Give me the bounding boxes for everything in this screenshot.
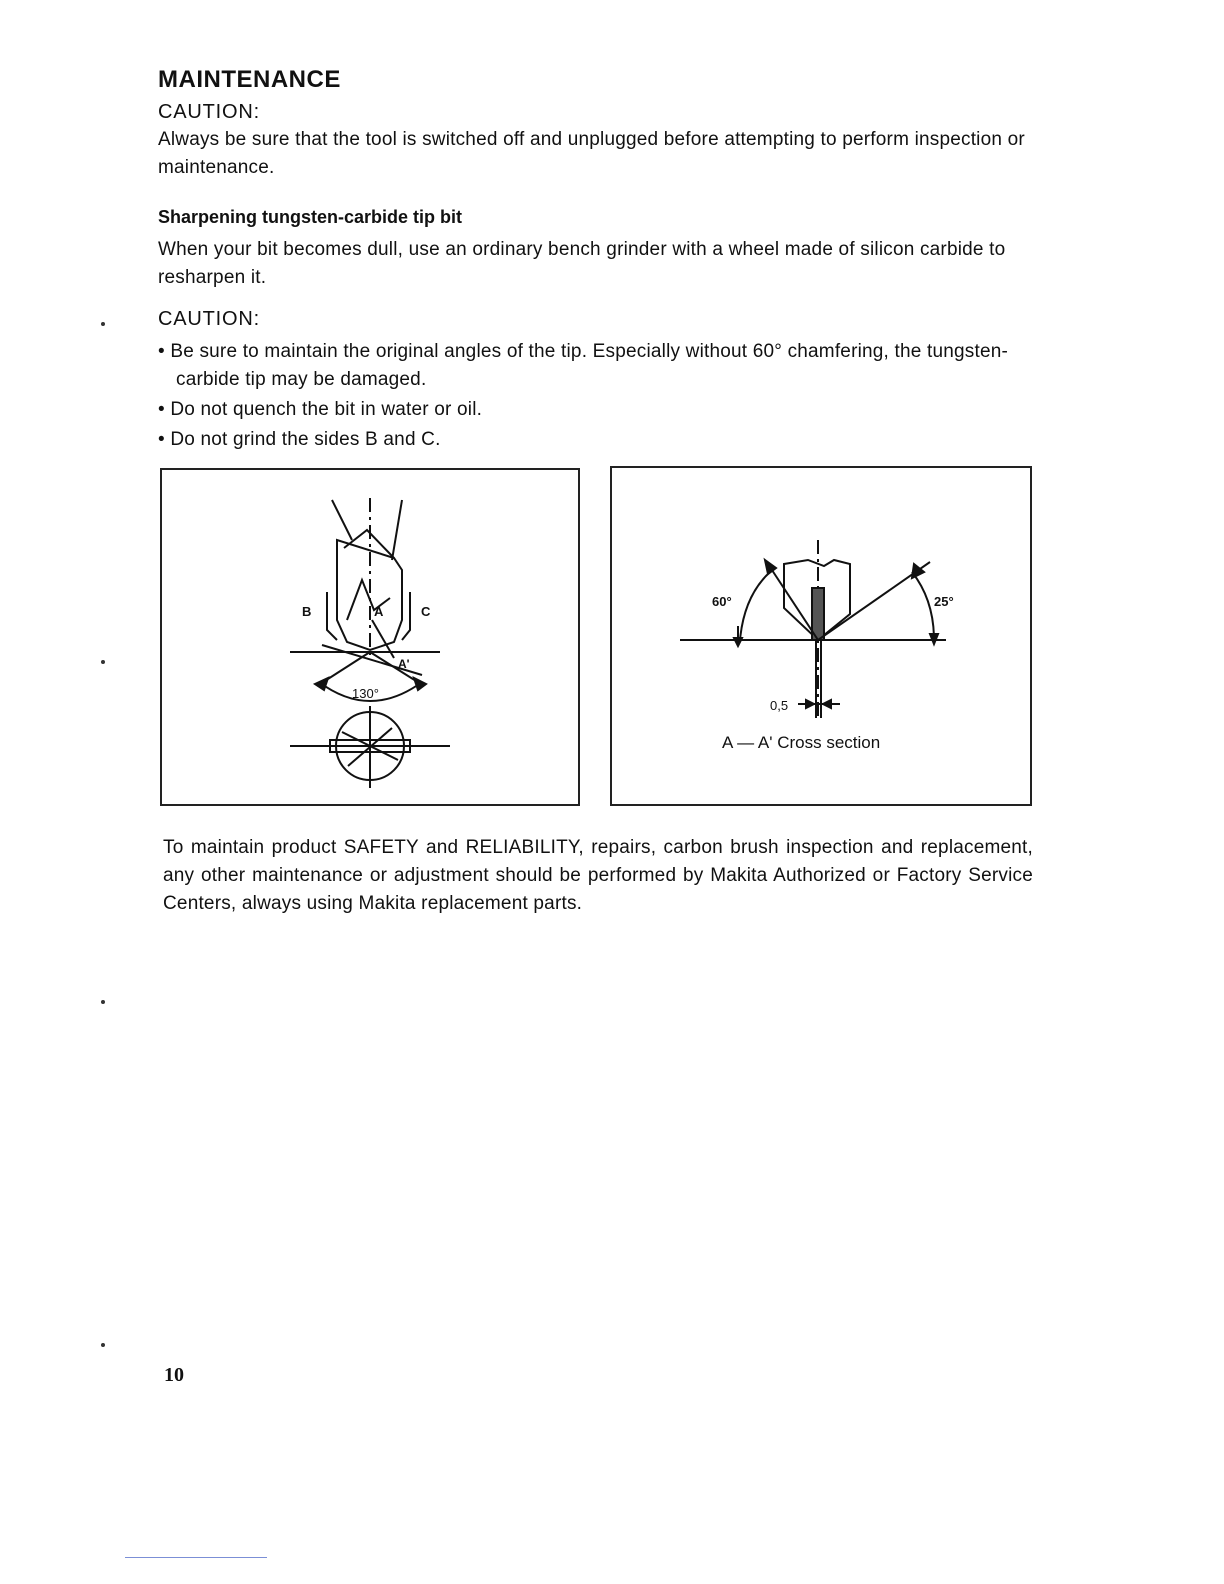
section-title: Sharpening tungsten-carbide tip bit: [158, 207, 463, 227]
bullet-item: • Do not grind the sides B and C.: [158, 429, 441, 450]
page-number: 10: [164, 1364, 184, 1386]
angle-label-25: 25°: [934, 594, 954, 609]
intro-paragraph: Always be sure that the tool is switched off and unplugged before attempting to perform inspection or maintenance.: [158, 129, 1025, 178]
angle-label-130: 130°: [352, 686, 379, 701]
service-paragraph: To maintain product SAFETY and RELIABILITY, repairs, carbon brush inspection and replacement, any other maintenance or adjustment should be performed by Makita Authorized or Factory Service Centers, always using Makita replacement parts.: [163, 837, 1033, 914]
cross-section-caption: A — A' Cross section: [722, 733, 881, 752]
bullet-text: Be sure to maintain the original angles of the tip. Especially without 60° chamfering, the tungsten-carbide tip may be damaged.: [170, 341, 1009, 390]
label-b: B: [302, 604, 312, 619]
section-caution-label: CAUTION:: [158, 308, 260, 330]
bullet-item: • Be sure to maintain the original angles of the tip. Especially without 60° chamfering, the tungsten-carbide tip may be damaged.: [158, 341, 1009, 390]
margin-dot: [101, 660, 105, 664]
figure-drill-bit-tip: [160, 468, 580, 806]
label-a: A: [374, 604, 384, 619]
drill-bit-drawing: [162, 470, 578, 804]
bullet-item: • Do not quench the bit in water or oil.: [158, 399, 483, 420]
page-heading: MAINTENANCE: [158, 66, 341, 93]
angle-label-60: 60°: [712, 594, 732, 609]
margin-dot: [101, 1343, 105, 1347]
bullet-text: Do not grind the sides B and C.: [170, 429, 441, 450]
dimension-label: 0,5: [770, 698, 789, 713]
label-a-prime: A': [398, 657, 410, 671]
caution-label: CAUTION:: [158, 101, 260, 123]
figure-cross-section: [610, 466, 1032, 806]
section-body: When your bit becomes dull, use an ordinary bench grinder with a wheel made of silicon carbide to resharpen it.: [158, 239, 1006, 288]
margin-dot: [101, 1000, 105, 1004]
bottom-rule: [125, 1557, 267, 1558]
bullet-text: Do not quench the bit in water or oil.: [170, 399, 483, 420]
label-c: C: [421, 604, 431, 619]
margin-dot: [101, 322, 105, 326]
cross-section-drawing: [612, 468, 1030, 804]
